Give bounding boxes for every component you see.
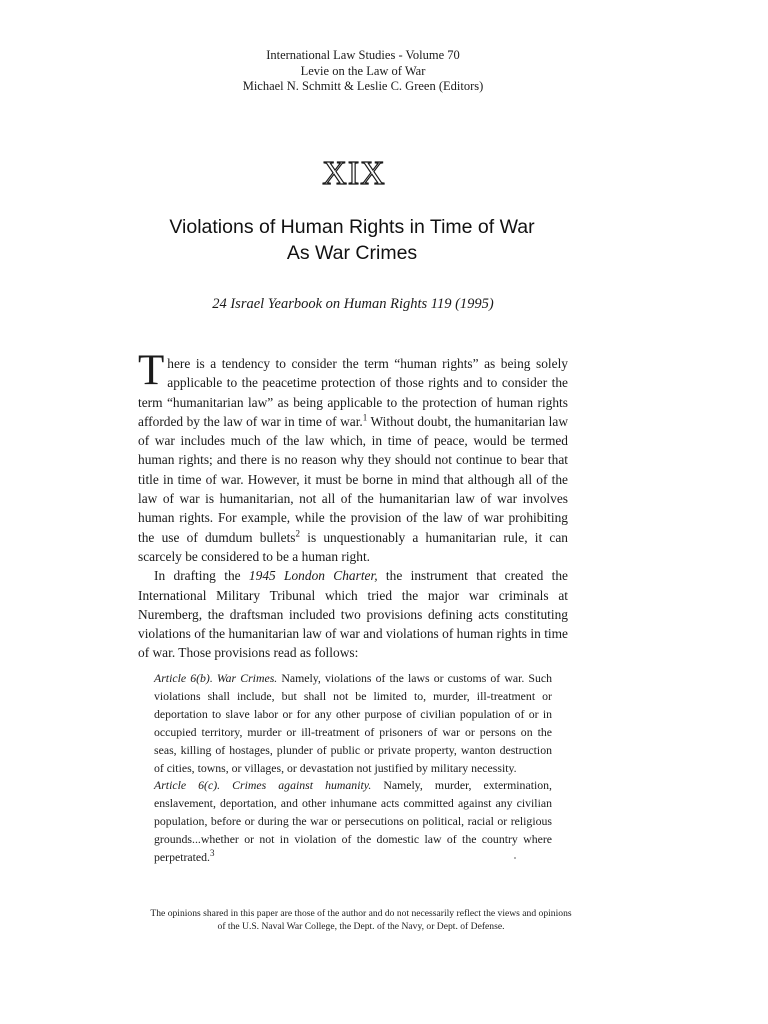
article-6b-text: Namely, violations of the laws or customs of war. Such violations shall include, but shall not be limited to, murder, ill-treatment or deportation to slave labor or for any other purpose of civilian population of or in occupied territory, murder or ill-treatment of prisoners of war or persons on the seas, killing of hostages, plunder of public or private property, wanton destruction of cities, towns, or villages, or devastation not justified by military necessity. [154, 671, 552, 775]
para2-text-a: In drafting the [154, 568, 249, 584]
disclaimer-line-1: The opinions shared in this paper are those of the author and do not necessarily reflect the views and opinions [150, 908, 572, 919]
footnote-ref-3: 3 [210, 848, 215, 859]
paragraph-2 [138, 566, 568, 662]
title-line-2: As War Crimes [286, 242, 418, 264]
disclaimer-line-2: of the U.S. Naval War College, the Dept. of the Navy, or Dept. of Defense. [217, 920, 505, 932]
paragraph-1 [138, 347, 568, 566]
article-6c-text: Namely, murder, extermination, enslavement, deportation, and other inhumane acts committed against any civilian population, before or during the war or persecutions on political, racial or religious grounds...whether or not in violation of the domestic law of the country where perpetrated. [154, 778, 552, 865]
london-charter-ref: 1945 London Charter, [248, 568, 378, 584]
stray-mark [514, 857, 516, 859]
body-text [138, 347, 568, 663]
article-6c [154, 777, 552, 867]
para1-text-a: here is a tendency to consider the term “human rights” as being solely applicable to the peacetime protection of those rights and to consider the term “humanitarian law” as being applicable to the protection of human rights afforded by the law of war in time of war. [138, 356, 568, 429]
book-title-line: Levie on the Law of War [300, 63, 426, 78]
source-citation: 24 Israel Yearbook on Human Rights 119 (1995) [212, 296, 494, 312]
series-line: International Law Studies - Volume 70 [266, 48, 460, 62]
running-header [0, 48, 726, 95]
drop-cap: T [138, 347, 165, 394]
article-6c-label: Article 6(c). Crimes against humanity. [154, 778, 372, 793]
para1-text-c: is unquestionably a humanitarian rule, it can scarcely be considered to be a human right. [138, 529, 568, 564]
article-6b-label: Article 6(b). War Crimes. [154, 671, 278, 685]
chapter-number: XIX [322, 155, 386, 192]
disclaimer-footer [0, 908, 722, 933]
para1-text-b: Without doubt, the humanitarian law of war includes much of the law which, in time of peace, would be termed human rights; and there is no reason why they should not continue to bear that title in time of war. However, it must be borne in mind that although all of the law of war is humanitarian, not all of the humanitarian law of war involves human rights. For example, while the provision of the law of war prohibiting the use of dumdum bullets [138, 413, 568, 545]
footnote-ref-1: 1 [362, 412, 368, 423]
editors-line: Michael N. Schmitt & Leslie C. Green (Editors) [242, 79, 484, 93]
article-title [0, 214, 704, 266]
block-quote [154, 670, 552, 867]
para2-text-b: the instrument that created the International Military Tribunal which tried the major war criminals at Nuremberg, the draftsman included two provisions defining acts constituting violations of the humanitarian law of war and violations of human rights in time of war. Those provisions read as follows: [138, 568, 568, 661]
title-line-1: Violations of Human Rights in Time of War [169, 216, 535, 238]
footnote-ref-2: 2 [295, 528, 301, 539]
article-6b [154, 670, 552, 777]
